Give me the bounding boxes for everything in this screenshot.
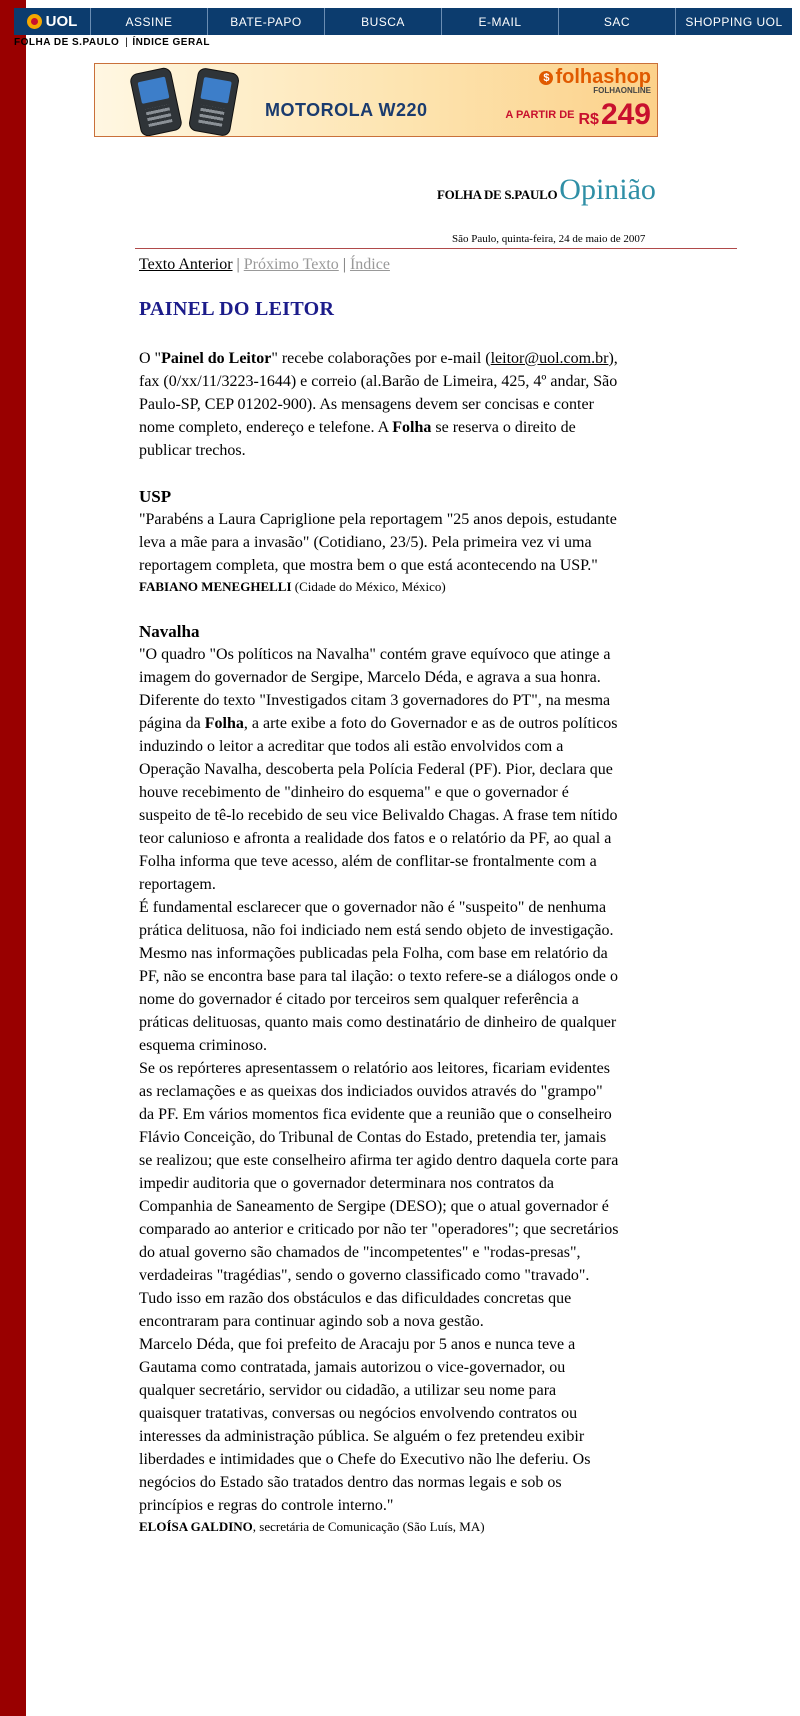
nav-sac[interactable]: SAC: [559, 8, 676, 35]
article-title: PAINEL DO LEITOR: [139, 298, 335, 320]
nav-assine[interactable]: ASSINE: [91, 8, 208, 35]
folhashop-logo: [539, 66, 651, 95]
letter-signature: [139, 1517, 619, 1537]
price-prefix: A PARTIR DE: [505, 109, 575, 121]
folhashop-brand: folhashop: [555, 66, 651, 88]
price-value: 249: [600, 98, 651, 131]
uol-ball-icon: [27, 14, 42, 29]
nav-separator: |: [342, 256, 346, 273]
phone-image-1: [129, 66, 183, 137]
nav-busca[interactable]: BUSCA: [325, 8, 442, 35]
uol-logo[interactable]: [14, 8, 91, 35]
nav-bate-papo[interactable]: BATE-PAPO: [208, 8, 325, 35]
text-navigation: [139, 256, 390, 274]
folha-name: Folha: [204, 715, 244, 732]
letter-text: "Parabéns a Laura Capriglione pela reportagem "25 anos depois, estudante leva a mãe para a invasão" (Cotidiano, 23/5). Pela primeira vez vi uma reportagem completa, que mostra bem o que está acontecendo na USP.": [139, 511, 617, 574]
shopping-bag-icon: $: [539, 71, 553, 85]
letter-signature: [139, 577, 619, 597]
letter-paragraph: É fundamental esclarecer que o governador não é "suspeito" de nenhuma prática delituosa, não foi indiciado nem está sendo objeto de investigação. Mesmo nas informações publicadas pela Folha, com base em relatório da PF, não se encontra base para tal ilação: o texto refere-se a diálogos onde o nome do governador é citado por terceiros sem qualquer referência a práticas delituosas, quanto mais como destinatário de dinheiro de qualquer esquema criminoso.: [139, 899, 618, 1054]
header-paper-name: FOLHA DE S.PAULO: [437, 187, 558, 202]
index-link[interactable]: Índice: [349, 256, 390, 273]
ad-banner[interactable]: [94, 63, 658, 137]
previous-text-link[interactable]: Texto Anterior: [139, 256, 233, 273]
banner-price: [505, 98, 651, 132]
dateline: São Paulo, quinta-feira, 24 de maio de 2007: [452, 233, 646, 245]
letter-author: ELOÍSA GALDINO: [139, 1519, 253, 1534]
next-text-link[interactable]: Próximo Texto: [243, 256, 339, 273]
banner-model: MOTOROLA W220: [265, 100, 428, 120]
price-currency: R$: [578, 111, 599, 128]
letter-paragraph: Marcelo Déda, que foi prefeito de Aracaju por 5 anos e nunca teve a Gautama como contratada, jamais autorizou o vice-governador, ou qualquer secretário, servidor ou cidadão, a utilizar seu nome para quaisquer tratativas, conversas ou negócios envolvendo contratos ou interesses da administração pública. Se alguém o fez pretendeu exibir liberdades e intimidades que o Chefe do Executivo não lhe deferiu. Os negócios do Estado são tratados dentro das normas legais e sob os princípios e regras do controle interno.": [139, 1336, 591, 1514]
folha-name: Folha: [392, 419, 432, 436]
nav-separator: |: [236, 256, 240, 273]
folha-home-link[interactable]: FOLHA DE S.PAULO: [14, 37, 120, 48]
folha-subnav: [14, 37, 210, 48]
header-rule: [135, 248, 737, 249]
article-body: [139, 347, 619, 1537]
left-red-bar: [0, 0, 26, 1716]
nav-email[interactable]: E-MAIL: [442, 8, 559, 35]
letter-author-info: (Cidade do México, México): [291, 579, 446, 594]
letter-author-info: , secretária de Comunicação (São Luís, MA): [252, 1519, 485, 1534]
folhaonline-label: FOLHAONLINE: [593, 86, 651, 95]
email-link[interactable]: leitor@uol.com.br: [490, 350, 609, 367]
subnav-separator: |: [125, 37, 129, 48]
uol-logo-text: UOL: [45, 13, 78, 30]
letter-heading: USP: [139, 487, 172, 506]
nav-shopping-uol[interactable]: SHOPPING UOL: [685, 14, 783, 29]
indice-geral-link[interactable]: ÍNDICE GERAL: [132, 37, 211, 48]
letter-paragraph: "O quadro "Os políticos na Navalha" contém grave equívoco que atinge a imagem do governador de Sergipe, Marcelo Déda, e agrava a sua honra. Diferente do texto "Investigados citam 3 governadores do PT", na mesma página da Folha, a arte exibe a foto do Governador e as de outros políticos induzindo o leitor a acreditar que todos ali estão envolvidos com a Operação Navalha, descoberta pela Polícia Federal (PF). Pior, declara que houve recebimento de "dinheiro do esquema" e que o governador é suspeito de tê-lo recebido de seu vice Belivaldo Chagas. A frase tem nítido teor calunioso e afronta a realidade dos fatos e o relatório da PF, ao qual a Folha informa que teve acesso, além de conflitar-se frontalmente com a reportagem.: [139, 646, 618, 893]
letter-heading: Navalha: [139, 622, 200, 641]
section-header: [437, 173, 656, 207]
phone-image-2: [188, 67, 240, 137]
uol-top-nav: [14, 8, 792, 35]
section-name: Opinião: [559, 173, 656, 206]
intro-paragraph: O "Painel do Leitor" recebe colaborações por e-mail (leitor@uol.com.br), fax (0/xx/11/3223-1644) e correio (al.Barão de Limeira, 425, 4º andar, São Paulo-SP, CEP 01202-900). As mensagens devem ser concisas e conter nome completo, endereço e telefone. A Folha se reserva o direito de publicar trechos.: [139, 350, 618, 459]
painel-name: Painel do Leitor: [161, 350, 272, 367]
letter-paragraph: Se os repórteres apresentassem o relatório aos leitores, ficariam evidentes as reclamações e as queixas dos indiciados ouvidos através do "grampo" da PF. Em vários momentos fica evidente que a reunião que o conselheiro Flávio Conceição, do Tribunal de Contas do Estado, pretendia ter, jamais se realizou; que este conselheiro afirma ter agido dentro daquela corte para impedir auditoria que o governador determinara nos contratos da Companhia de Saneamento de Sergipe (DESO); que o atual governador é comparado ao anterior e criticado por não ter "operadores"; que secretários do atual governo são chamados de "incompetentes" e "rodas-presas", verdadeiras "tragédias", sendo o governo classificado como "travado". Tudo isso em razão dos obstáculos e das dificuldades concretas que encontraram para continuar agindo sob a nova gestão.: [139, 1060, 619, 1330]
letter-author: FABIANO MENEGHELLI: [139, 579, 292, 594]
